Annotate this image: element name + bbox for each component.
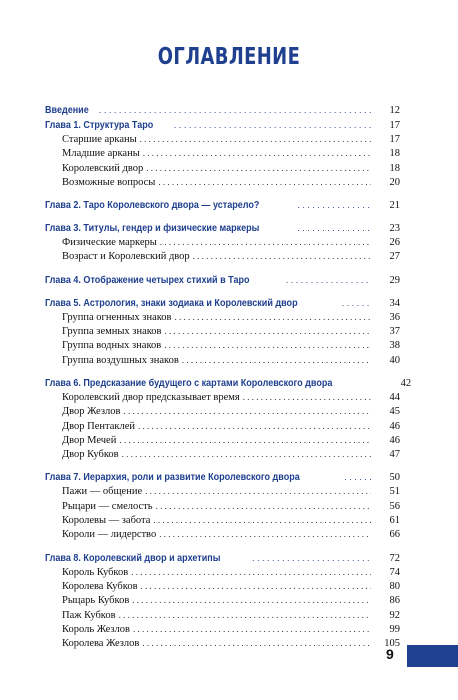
toc-chapter-entry (45, 552, 400, 566)
toc-chapter-entry (45, 376, 412, 391)
toc-section-entry (45, 134, 400, 148)
toc-entry-page: 61 (389, 515, 400, 527)
toc-entry-label: Глава 8. Королевский двор и архетипы (45, 551, 221, 564)
toc-leader-dots (119, 435, 371, 445)
toc-leader-dots (286, 275, 371, 285)
toc-entry-page: 44 (389, 391, 400, 403)
toc-section-entry (45, 355, 400, 369)
toc-entry-page: 40 (389, 354, 400, 366)
toc-leader-dots (119, 610, 371, 620)
toc-entry-page: 42 (400, 377, 412, 389)
toc-section-entry (45, 148, 400, 162)
toc-entry-label: Двор Жезлов (62, 406, 121, 418)
toc-entry-page: 18 (389, 162, 400, 174)
toc-entry-label: Возможные вопросы (62, 176, 156, 188)
toc-leader-dots (131, 567, 371, 577)
toc-chapter-entry (45, 199, 400, 213)
toc-leader-dots (133, 624, 371, 634)
toc-entry-page: 17 (389, 120, 400, 131)
toc-entry-page: 51 (389, 486, 400, 498)
toc-chapter-entry (45, 104, 400, 118)
toc-leader-dots (123, 406, 371, 416)
toc-section-entry (45, 392, 400, 406)
toc-entry-page: 29 (389, 274, 400, 286)
toc-entry-label: Королева Жезлов (62, 638, 140, 650)
toc-section-entry (45, 581, 400, 595)
toc-entry-label: Пажи — общение (62, 486, 143, 498)
toc-section-entry (45, 529, 400, 543)
toc-entry-label: Глава 3. Титулы, гендер и физические маркеры (45, 222, 260, 235)
toc-spacer (45, 463, 400, 471)
toc-entry-label: Глава 6. Предсказание будущего с картами Королевского двора (45, 376, 333, 389)
toc-entry-page: 26 (389, 237, 400, 249)
toc-entry-label: Группа воздушных знаков (62, 354, 179, 366)
toc-spacer (45, 214, 400, 222)
toc-leader-dots (158, 177, 371, 187)
toc-section-entry (45, 486, 400, 500)
toc-leader-dots (164, 340, 371, 350)
toc-section-entry (45, 610, 400, 624)
toc-entry-label: Глава 5. Астрология, знаки зодиака и Королевский двор (45, 296, 298, 309)
toc-leader-dots (193, 251, 371, 261)
toc-leader-dots (142, 638, 371, 648)
toc-leader-dots (159, 529, 371, 539)
toc-entry-page: 72 (389, 552, 400, 564)
page-title: ОГЛАВЛЕНИЕ (157, 44, 301, 70)
toc-section-entry (45, 567, 400, 581)
toc-entry-label: Введение (45, 104, 89, 116)
toc-entry-label: Группа земных знаков (62, 326, 162, 338)
toc-leader-dots (297, 223, 371, 233)
toc-entry-page: 47 (389, 449, 400, 461)
toc-leader-dots (243, 392, 371, 402)
toc-entry-page: 20 (389, 176, 400, 188)
toc-entry-page: 105 (384, 638, 400, 650)
page-number: 9 (386, 646, 394, 662)
toc-section-entry (45, 340, 400, 354)
toc-entry-page: 34 (389, 297, 400, 309)
toc-entry-page: 21 (389, 200, 400, 212)
toc-entry-page: 36 (389, 311, 400, 323)
toc-entry-label: Глава 4. Отображение четырех стихий в Таро (45, 273, 250, 286)
toc-entry-page: 12 (389, 105, 400, 116)
toc-leader-dots (140, 134, 371, 144)
toc-entry-page: 74 (389, 566, 400, 578)
toc-entry-page: 46 (389, 434, 400, 446)
toc-leader-dots (141, 581, 371, 591)
toc-entry-label: Двор Мечей (62, 434, 117, 446)
toc-entry-page: 45 (389, 406, 400, 418)
toc-entry-label: Группа водных знаков (62, 340, 162, 352)
toc-leader-dots (156, 501, 371, 511)
toc-entry-page: 56 (389, 500, 400, 512)
toc-entry-label: Королевы — забота (62, 515, 151, 527)
toc-leader-dots (153, 515, 371, 525)
toc-entry-label: Паж Кубков (62, 609, 116, 621)
toc-entry-label: Глава 1. Структура Таро (45, 119, 154, 131)
toc-chapter-entry (45, 297, 400, 311)
toc-section-entry (45, 312, 400, 326)
toc-entry-page: 17 (389, 134, 400, 145)
toc-chapter-entry (45, 119, 400, 133)
toc-section-entry (45, 624, 400, 638)
toc-entry-label: Группа огненных знаков (62, 311, 172, 323)
toc-section-entry (45, 515, 400, 529)
toc-entry-page: 46 (389, 420, 400, 432)
toc-entry-page: 23 (389, 223, 400, 235)
toc-entry-page: 66 (389, 529, 400, 541)
toc-entry-label: Король Жезлов (62, 623, 131, 635)
toc-spacer (45, 191, 400, 199)
toc-entry-page: 92 (389, 609, 400, 621)
toc-leader-dots (182, 355, 371, 365)
toc-leader-dots (252, 553, 371, 563)
toc-section-entry (45, 177, 400, 191)
toc-entry-label: Рыцари — смелость (62, 500, 153, 512)
toc-leader-dots (174, 120, 371, 130)
toc-entry-page: 37 (389, 326, 400, 338)
toc-entry-page: 50 (389, 472, 400, 484)
toc-entry-page: 27 (389, 251, 400, 263)
toc-entry-label: Младшие арканы (62, 148, 140, 160)
toc-section-entry (45, 449, 400, 463)
toc-leader-dots (344, 472, 371, 482)
toc-entry-page: 80 (389, 580, 400, 592)
toc-leader-dots (165, 326, 372, 336)
toc-leader-dots (132, 595, 371, 605)
toc-spacer (45, 369, 400, 377)
toc-leader-dots (160, 237, 371, 247)
toc-chapter-entry (45, 274, 400, 288)
toc-entry-label: Глава 7. Иерархия, роли и развитие Королевского двора (45, 471, 300, 484)
toc-leader-dots (122, 449, 371, 459)
toc-leader-dots (138, 421, 371, 431)
toc-spacer (45, 266, 400, 274)
toc-entry-page: 38 (389, 340, 400, 352)
toc-leader-dots (297, 200, 371, 210)
toc-entry-label: Старшие арканы (62, 134, 137, 145)
toc-entry-page: 99 (389, 623, 400, 635)
toc-section-entry (45, 326, 400, 340)
toc-spacer (45, 544, 400, 552)
toc-entry-page: 18 (389, 148, 400, 160)
toc-section-entry (45, 638, 400, 652)
toc-section-entry (45, 237, 400, 251)
toc-section-entry (45, 163, 400, 177)
toc-entry-label: Королевский двор предсказывает время (62, 391, 240, 403)
toc-entry-label: Король Кубков (62, 566, 129, 578)
toc-entry-label: Физические маркеры (62, 237, 157, 249)
toc-entry-label: Королевский двор (62, 162, 144, 174)
toc-entry-label: Рыцарь Кубков (62, 595, 130, 607)
toc-section-entry (45, 421, 400, 435)
toc-entry-label: Глава 2. Таро Королевского двора — устарело? (45, 199, 260, 212)
toc-leader-dots (175, 312, 371, 322)
toc-entry-label: Королева Кубков (62, 580, 138, 592)
toc-section-entry (45, 406, 400, 420)
toc-section-entry (45, 501, 400, 515)
table-of-contents (45, 104, 412, 652)
toc-leader-dots (143, 148, 371, 158)
toc-entry-label: Короли — лидерство (62, 529, 157, 541)
toc-leader-dots (342, 298, 371, 308)
toc-chapter-entry (45, 471, 400, 485)
toc-leader-dots (146, 163, 371, 173)
toc-entry-label: Возраст и Королевский двор (62, 251, 190, 263)
toc-spacer (45, 289, 400, 297)
toc-leader-dots (99, 105, 371, 115)
toc-section-entry (45, 251, 400, 265)
toc-entry-page: 86 (389, 595, 400, 607)
toc-section-entry (45, 435, 400, 449)
toc-section-entry (45, 595, 400, 609)
toc-entry-label: Двор Кубков (62, 449, 119, 461)
footer-accent-bar (407, 645, 458, 667)
toc-leader-dots (145, 486, 371, 496)
toc-chapter-entry (45, 222, 400, 236)
toc-entry-label: Двор Пентаклей (62, 420, 136, 432)
